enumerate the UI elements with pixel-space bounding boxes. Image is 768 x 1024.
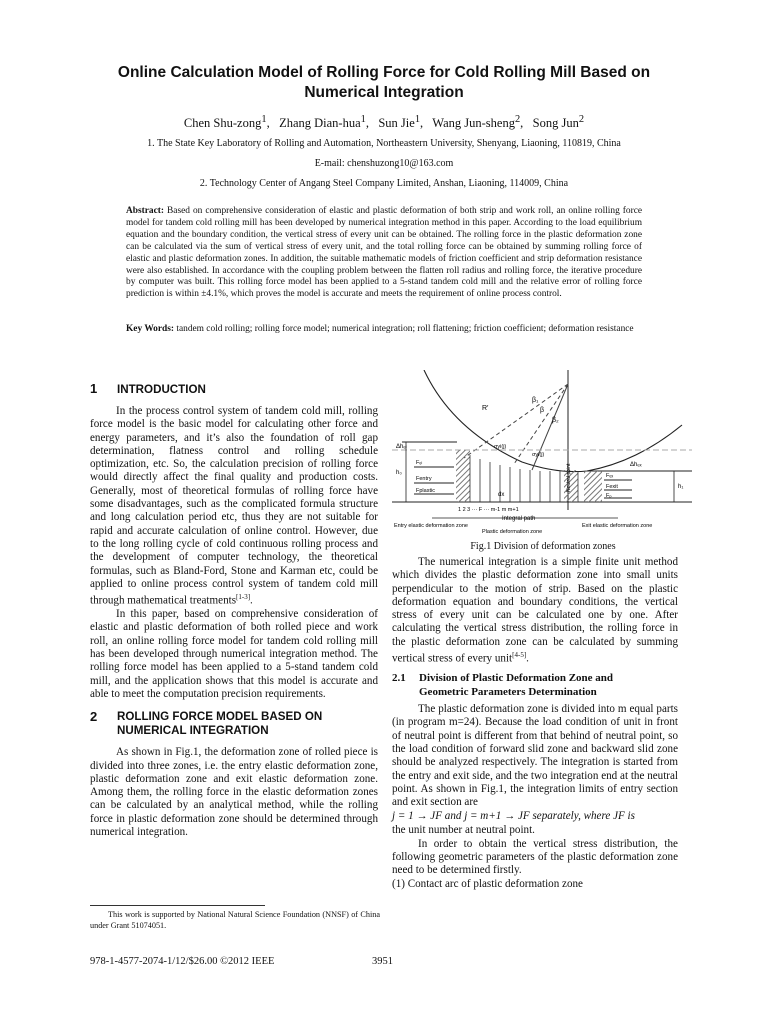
page-number: 3951: [372, 956, 393, 967]
author-name: Sun Jie: [378, 116, 415, 131]
label-F-plastic: Fplastic: [416, 488, 435, 494]
label-F-el: Fₑₗ: [416, 460, 423, 466]
label-entry-zone: Entry elastic deformation zone: [394, 523, 468, 529]
section-1-heading: [90, 382, 378, 397]
footnote-rule: [90, 905, 265, 906]
abstract-label: Abstract:: [126, 206, 165, 216]
label-sigma-2: σyi(j): [532, 452, 545, 458]
affiliation-2: 2. Technology Center of Angang Steel Company Limited, Anshan, Liaoning, 114009, China: [199, 178, 569, 189]
label-h1: h₁: [678, 484, 684, 490]
abstract: [126, 206, 642, 301]
author-sup: 1: [261, 114, 267, 125]
label-beta1: β₁: [532, 397, 539, 404]
paragraph-text: The numerical integration is a simple finite unit method which divides the plastic deformation zone into small units perpendicular to the motion of strip. Based on the plastic deformation equation and boundary conditions, the vertical stress of every unit can be calculated one by one. After calculating the vertical stress distribution, the rolling force in the plastic deformation zone can be calculated by summing vertical stress of every unit: [392, 556, 678, 665]
label-sigma-1: σyi(j): [494, 444, 507, 450]
paragraph: The plastic deformation zone is divided into m equal parts (in program m=24). Because the load condition of unit in front of neutral point is different from that behind of neutral point, so the load condition of forward slid zone and backward slid zone should be analyzed respectively. The integration is started from the entry and exit side, and the two integration end at the neutral point. As shown in Fig.1, the integration limits of entry section and exit section are: [392, 703, 678, 809]
entry-elastic-zone: [456, 450, 470, 502]
section-2-heading: [90, 710, 378, 738]
paragraph-text: In the process control system of tandem cold mill, rolling force model is the basic model for calculating other force and energy parameters, and it’s also the foundation of roll gap determination, flatness control and rolling schedule optimization, etc. So, the calculation precision of rolling force would directly affect the final quality and production costs. Generally, most of theoretical formulas of rolling force have some disadvantages, such as the complicated formula structure and long calculation period etc, thus they are not suitable for rapid and accurate calculation of online control. However, due to the long rolling cycle of cold continuous rolling process and the development of computer technology, the theoretical formulas, such as Bland-Ford, Stone and Karman etc, could be applied to online process control system of tandem cold mill through mathematical treatments: [90, 405, 378, 607]
label-h0: h₀: [396, 470, 402, 476]
paragraph: In this paper, based on comprehensive consideration of elastic and plastic deformation of both rolled piece and work roll, an online rolling force model for tandem cold rolling mill has been developed through numerical integration method. The rolling force model has been applied to a 5-stand tandem cold mill, and the application shows that this model is accurate and able to meet the computation precision requirements.: [90, 608, 378, 700]
section-title: [117, 710, 322, 738]
section-title: INTRODUCTION: [117, 383, 206, 396]
label-F-exit: Fexit: [606, 484, 618, 490]
author-name: Zhang Dian-hua: [279, 116, 361, 131]
label-F-p: Fₚ: [606, 493, 612, 499]
author-sup: 2: [514, 114, 521, 125]
title-line-2: Numerical Integration: [304, 84, 464, 101]
affiliation-1: 1. The State Key Laboratory of Rolling and Automation, Northeastern University, Shenyang, Liaoning, 110819, China: [147, 138, 621, 149]
footnote: This work is supported by National Natural Science Foundation (NNSF) of China under Grant 51074051.: [90, 910, 380, 930]
email: E-mail: chenshuzong10@163.com: [314, 158, 454, 169]
paragraph: [392, 556, 678, 666]
keywords: [126, 324, 642, 336]
section-title-line: ROLLING FORCE MODEL BASED ON: [117, 710, 323, 724]
label-unit-numbers: 1 2 3 ··· F ··· m-1 m m+1: [458, 507, 519, 513]
section-number: 2: [90, 709, 98, 725]
subsection-number: 2.1: [392, 672, 406, 685]
keywords-label: Key Words:: [126, 324, 175, 334]
subsection-2-1-heading: [392, 672, 678, 699]
figure-1: [392, 370, 698, 542]
paper-title: [60, 63, 708, 103]
exit-elastic-zone: [584, 471, 602, 502]
paragraph-continuation: the unit number at neutral point.: [392, 824, 535, 837]
author-name: Chen Shu-zong: [183, 116, 262, 131]
unit-lines: [470, 455, 578, 502]
paragraph: As shown in Fig.1, the deformation zone of rolled piece is divided into three zones, i.e. the entry elastic deformation zone, plastic deformation zone and exit elastic deformation zone. Among them, the rolling force in the elastic deformation zones can be calculated by an analytical method, while the rolling force in plastic deformation zone should be determined through numerical integration.: [90, 746, 378, 838]
section-number: 1: [90, 381, 98, 396]
citation: [1-3]: [236, 593, 251, 602]
section-title-line: NUMERICAL INTEGRATION: [117, 724, 269, 738]
list-item: (1) Contact arc of plastic deformation zone: [392, 877, 583, 890]
label-R-prime: R′: [482, 405, 489, 412]
author-sup: 2: [578, 114, 585, 125]
label-integral-path: Integral path: [502, 516, 536, 522]
keywords-text: tandem cold rolling; rolling force model; numerical integration; roll flattening; friction coefficient; deformation resistance: [176, 324, 634, 334]
label-delta-h-ex: Δhₑₓ: [630, 462, 642, 468]
left-column: [90, 382, 378, 839]
author-name: Song Jun: [532, 116, 579, 131]
label-beta: β: [540, 407, 545, 414]
abstract-text: Based on comprehensive consideration of elastic and plastic deformation of both strip and work roll, an online rolling force model for tandem cold rolling mill has been developed by numerical integration method in this paper. According to the load equilibrium equation and the boundary condition, the vertical stress of every unit can be obtained. The rolling force in the plastic deformation zone can be calculated via the sum of vertical stress of every unit, and the total rolling force can be obtained by summing rolling force of elastic and plastic deformation zones. In addition, the suitable mathematic models of friction coefficient and strip deformation resistance were also established. In accordance with the coupling problem between the flatten roll radius and rolling force, the iterative procedure by computer was built. This rolling force model has been applied to a 5-stand tandem cold mill and the relative error of rolling force prediction is within ±4.1%, which proves the model is accurate and meets the requirement of online process control.: [126, 206, 643, 300]
citation: [4-5]: [512, 651, 527, 660]
figure-caption: Fig.1 Division of deformation zones: [470, 541, 616, 552]
right-column: [392, 556, 678, 891]
author-name: Wang Jun-sheng: [432, 116, 515, 131]
label-neutral-point: Neutral point: [566, 463, 572, 492]
label-beta2: β₂: [552, 417, 559, 424]
paragraph-end: .: [250, 594, 253, 607]
paragraph: [90, 405, 378, 608]
subsection-title: [419, 672, 613, 699]
subsection-title-line: Division of Plastic Deformation Zone and: [419, 672, 614, 685]
label-F-ex: Fₑₓ: [606, 473, 614, 479]
author-sup: 1: [360, 114, 366, 125]
paragraph: In order to obtain the vertical stress distribution, the following geometric parameters of the plastic deformation zone need to be determined firstly.: [392, 837, 678, 877]
label-exit-zone: Exit elastic deformation zone: [582, 523, 653, 529]
formula-line: j = 1 → JF and j = m+1 → JF separately, where JF is: [392, 810, 635, 823]
paragraph-end: .: [526, 652, 529, 665]
title-line-1: Online Calculation Model of Rolling Force for Cold Rolling Mill Based on: [117, 64, 651, 81]
label-F-entry: Fentry: [416, 476, 432, 482]
author-sup: 1: [414, 114, 421, 125]
label-delta-h-el: Δhₑₗ: [396, 444, 407, 450]
footer-isbn: 978-1-4577-2074-1/12/$26.00 ©2012 IEEE: [90, 956, 275, 967]
subsection-title-line: Geometric Parameters Determination: [419, 685, 597, 698]
author-list: Chen Shu-zong$^1$, Zhang Dian-hua$^1$, Sun Jie$^1$, Wang Jun-sheng$^2$, Song Jun$^2$: [183, 114, 585, 131]
label-dx: dx: [498, 492, 505, 498]
label-plastic-zone: Plastic deformation zone: [482, 529, 543, 535]
